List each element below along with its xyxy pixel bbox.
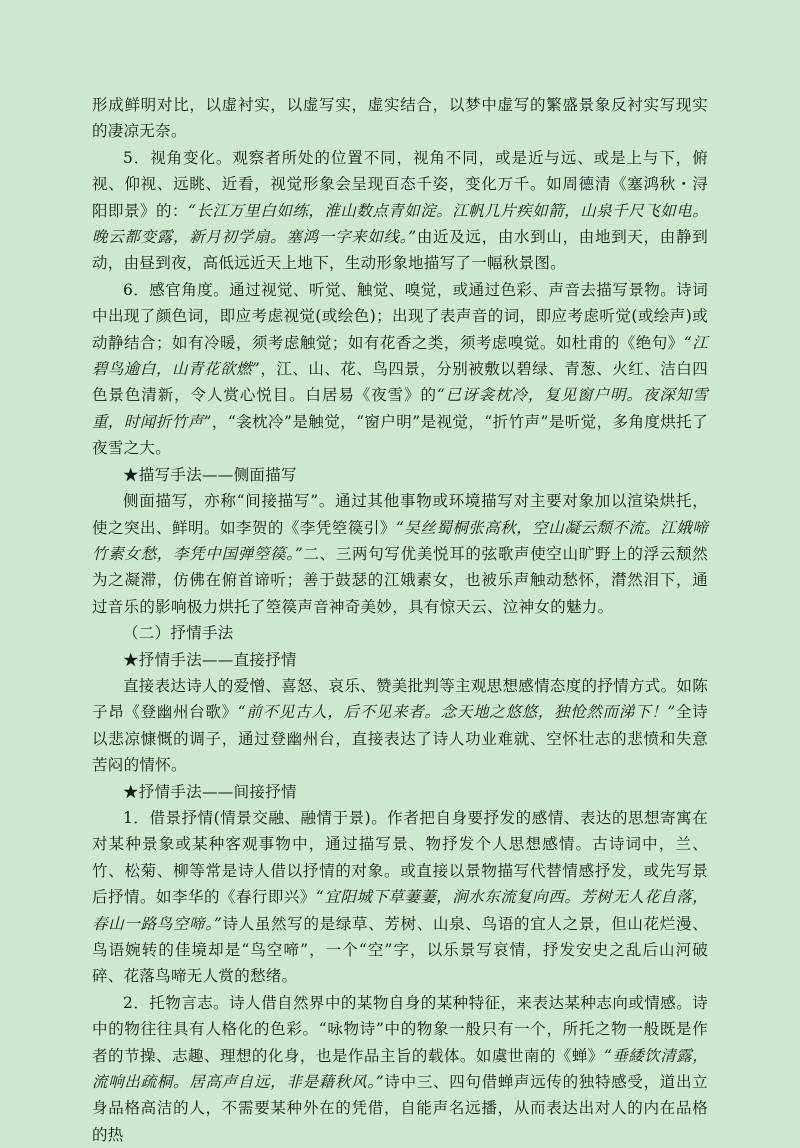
text-run: 6．感官角度。通过视觉、听觉、触觉、嗅觉，或通过色彩、声音去描写景物。诗词中出现了颜色词，即应考虑视觉(或绘色)；出现了表声音的词，即应考虑听觉(或绘声)或动静结合；如有冷暖，须考虑触觉；如有花香之类，须考虑嗅觉。如杜甫的《绝句》 xyxy=(92,280,708,352)
text-run: （二）抒情手法 xyxy=(123,624,234,643)
paragraph-object-aspiration xyxy=(92,990,708,1148)
text-run: 二、三两句写优美悦耳的弦歌声使空山旷野上的浮云颓然为之凝滞，仿佛在俯首谛听；善于鼓瑟的江娥素女，也被乐声触动愁怀，潸然泪下，通过音乐的影响极力烘托了箜篌声音神奇美妙，具有惊天云、泣神女的魅力。 xyxy=(92,544,708,616)
text-run: 直接表达诗人的爱憎、喜怒、哀乐、赞美批判等主观思想感情态度的抒情方式。如陈子昂《登幽州台歌》 xyxy=(92,676,708,722)
paragraph-side-description xyxy=(92,488,708,620)
text-run: 1．借景抒情(情景交融、融情于景)。作者把自身要抒发的感情、表达的思想寄寓在对某种景象或某种客观事物中，通过描写景、物抒发个人思想感情。古诗词中，兰、竹、松菊、柳等常是诗人借以抒情的对象。或直接以景物描写代替情感抒发，或先写景后抒情。如李华的《春行即兴》 xyxy=(92,808,708,907)
text-run: ，江、山、花、鸟四景，分别被敷以碧绿、青葱、火红、洁白四色景色清新，令人赏心悦目。白居易《夜雪》的 xyxy=(92,360,708,405)
section-heading-direct-lyric xyxy=(92,647,708,673)
text-run: 诗中三、四句借蝉声远传的独特感受，道出立身品格高洁的人，不需要某种外在的凭借，自能声名远播，从而表达出对人的内在品格的热 xyxy=(92,1073,708,1144)
text-run: 形成鲜明对比，以虚衬实，以虚写实，虚实结合，以梦中虚写的繁盛景象反衬实写现实的凄凉无奈。 xyxy=(92,96,708,141)
poem-quote: “前不见古人，后不见来者。念天地之悠悠，独怆然而涕下！” xyxy=(237,703,676,722)
text-run: 由近及远，由水到山，由地到天，由静到动，由昼到夜，高低远近天上地下，生动形象地描写了一幅秋景图。 xyxy=(92,228,708,273)
poem-quote: “垂緌饮清露，流响出疏桐。居高声自远，非是藉秋风。” xyxy=(92,1046,708,1092)
poem-quote: “吴丝蜀桐张高秋，空山凝云颓不流。江娥啼竹素女愁，李凭中国弹箜篌。” xyxy=(92,518,708,563)
text-run: ★描写手法——侧面描写 xyxy=(123,465,297,484)
section-heading-lyric-methods xyxy=(92,620,708,646)
poem-quote: “江碧鸟逾白，山青花欲燃” xyxy=(92,333,708,379)
text-run: 侧面描写，亦称“间接描写”。通过其他事物或环境描写对主要对象加以渲染烘托，使之突出、鲜明。如李贺的《李凭箜篌引》 xyxy=(92,492,708,537)
text-run: ，“衾枕冷”是触觉，“窗户明”是视觉，“折竹声”是听觉，多角度烘托了夜雪之大。 xyxy=(92,412,709,458)
poem-quote: “长江万里白如练，淮山数点青如淀。江帆几片疾如箭，山泉千尺飞如电。晚云都变露，新月初学扇。塞鸿一字来如线。” xyxy=(92,201,708,247)
paragraph-sensory-angle xyxy=(92,277,708,462)
text-run: 诗人虽然写的是绿草、芳树、山泉、鸟语的宜人之景，但山花烂漫、鸟语婉转的佳境却是“鸟空啼”，一个“空”字，以乐景写哀情，抒发安史之乱后山河破碎、花落鸟啼无人赏的愁绪。 xyxy=(92,914,708,986)
paragraph-direct-lyric xyxy=(92,673,708,779)
text-run: ★抒情手法——间接抒情 xyxy=(123,782,297,801)
poem-quote: “已讶衾枕冷，复见窗户明。夜深知雪重，时闻折竹声” xyxy=(92,386,708,431)
poem-quote: “宜阳城下草萋萋，涧水东流复向西。芳树无人花自落，春山一路鸟空啼。” xyxy=(92,888,708,933)
text-run: 5．视角变化。观察者所处的位置不同，视角不同，或是近与远、或是上与下，俯视、仰视、远眺、近看，视觉形象会呈现百态千姿，变化万千。如周德清《塞鸿秋・浔阳即景》的： xyxy=(92,148,708,220)
text-run: 全诗以悲凉慷慨的调子，通过登幽州台，直接表达了诗人功业难就、空怀壮志的悲愤和失意苦闷的情怀。 xyxy=(92,703,709,775)
section-heading-indirect-lyric xyxy=(92,779,708,805)
text-run: 2．托物言志。诗人借自然界中的某物自身的某种特征，来表达某种志向或情感。诗中的物往往具有人格化的色彩。“咏物诗”中的物象一般只有一个，所托之物一般既是作者的节操、志趣、理想的化身，也是作品主旨的载体。如虞世南的《蝉》 xyxy=(92,993,708,1065)
paragraph-scene-lyric xyxy=(92,805,708,990)
section-heading-side-description xyxy=(92,462,708,488)
text-run: ★抒情手法——直接抒情 xyxy=(123,650,297,669)
paragraph-viewpoint-change xyxy=(92,145,708,277)
paragraph-intro-continuation xyxy=(92,92,708,145)
